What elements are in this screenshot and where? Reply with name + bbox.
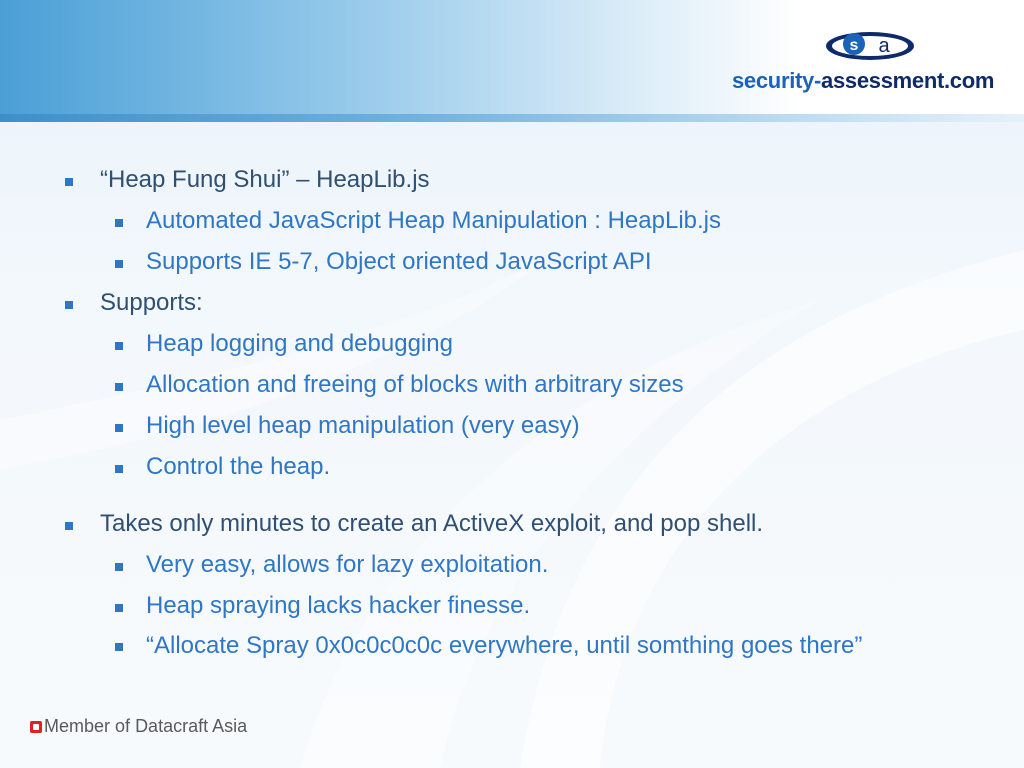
company-logo: [732, 30, 1002, 100]
sa-logo-icon: [824, 30, 916, 62]
bullet-text: Allocation and freeing of blocks with arbitrary sizes: [146, 371, 684, 398]
bullet-item: [146, 551, 548, 579]
bullet-text: High level heap manipulation (very easy): [146, 412, 580, 439]
bullet-text: Automated JavaScript Heap Manipulation : HeapLib.js: [146, 207, 721, 234]
footer-member-badge: [30, 716, 247, 737]
bullet-item: [146, 592, 530, 620]
bullet-text: Takes only minutes to create an ActiveX exploit, and pop shell.: [100, 510, 764, 537]
svg-text:a: a: [878, 35, 890, 57]
bullet-text: Heap spraying lacks hacker finesse.: [146, 592, 531, 619]
dimension-data-icon: [30, 721, 42, 733]
bullet-item: [100, 166, 430, 194]
bullet-item: [146, 453, 330, 481]
bullet-text: Heap logging and debugging: [146, 330, 453, 357]
bullet-text: Supports IE 5-7, Object oriented JavaScript API: [146, 248, 652, 275]
bullet-item: [100, 289, 203, 317]
square-bullet-icon: [115, 563, 123, 571]
square-bullet-icon: [115, 604, 123, 612]
square-bullet-icon: [65, 522, 73, 530]
footer-of: of: [115, 716, 131, 736]
square-bullet-icon: [115, 342, 123, 350]
bullet-item: [146, 207, 721, 235]
logo-wordmark: [732, 68, 994, 94]
square-bullet-icon: [115, 643, 123, 651]
bullet-text: “Heap Fung Shui” – HeapLib.js: [100, 166, 430, 193]
square-bullet-icon: [115, 465, 123, 473]
square-bullet-icon: [115, 260, 123, 268]
bullet-item: [146, 330, 453, 358]
square-bullet-icon: [115, 424, 123, 432]
svg-text:s: s: [849, 37, 859, 54]
bullet-text: Very easy, allows for lazy exploitation.: [146, 551, 549, 578]
square-bullet-icon: [65, 178, 73, 186]
bullet-item: [146, 371, 684, 399]
footer-org: Datacraft Asia: [135, 716, 248, 736]
square-bullet-icon: [115, 219, 123, 227]
bullet-text: Control the heap.: [146, 453, 331, 480]
bullet-item: [146, 248, 652, 276]
bullet-item: [100, 510, 763, 538]
logo-wordmark-part1: security-: [732, 68, 822, 93]
bullet-text: Supports:: [100, 289, 203, 316]
footer-member: Member: [44, 716, 111, 736]
bullet-item: [146, 412, 580, 440]
bullet-text: “Allocate Spray 0x0c0c0c0c everywhere, until somthing goes there”: [146, 632, 863, 659]
square-bullet-icon: [65, 301, 73, 309]
logo-wordmark-part2: assessment.com: [821, 68, 995, 93]
header-rule: [0, 114, 1024, 122]
square-bullet-icon: [115, 383, 123, 391]
bullet-item: [146, 629, 936, 663]
